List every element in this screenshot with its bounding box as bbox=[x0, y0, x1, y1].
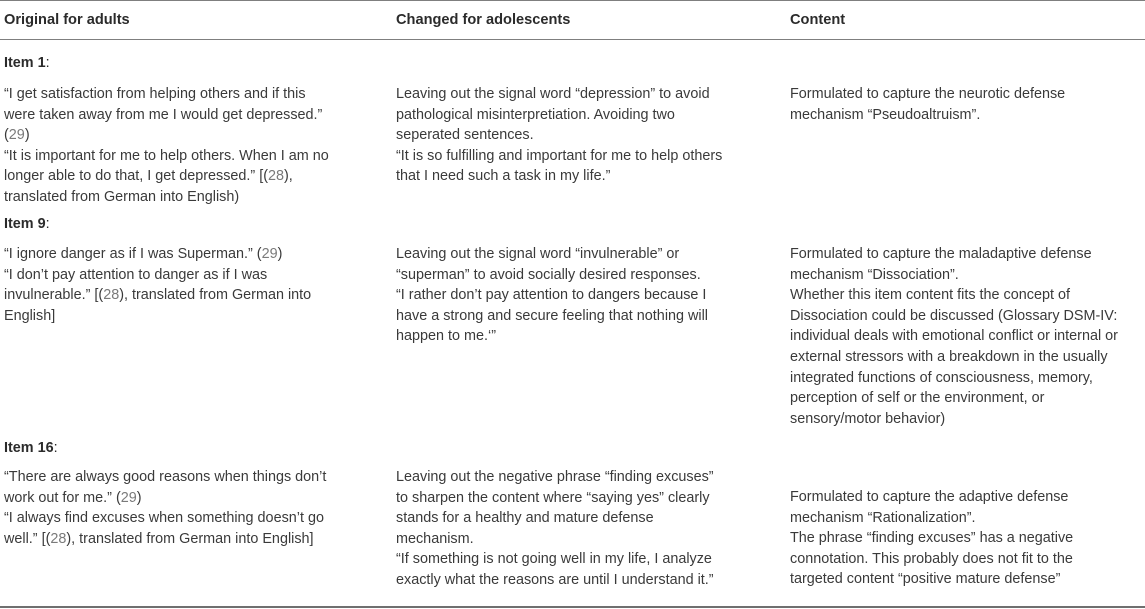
text-line: Leaving out the signal word “depression” to avoid bbox=[396, 86, 710, 102]
text-line: The phrase “finding excuses” has a negative bbox=[790, 530, 1074, 547]
text-segment: ) bbox=[136, 489, 142, 506]
citation-link[interactable]: 29 bbox=[261, 246, 278, 262]
header-changed: Changed for adolescents bbox=[396, 12, 571, 28]
text-segment: “I always find excuses when something doesn’t go bbox=[4, 510, 324, 527]
table-bottom-rule bbox=[0, 606, 1145, 608]
text-segment: longer able to do that, I get depressed.” [( bbox=[4, 168, 268, 185]
header-content: Content bbox=[790, 12, 846, 28]
text-segment: ) bbox=[24, 127, 30, 144]
text-line: connotation. This probably does not fit to the bbox=[790, 550, 1073, 567]
text-line: targeted content “positive mature defense” bbox=[790, 571, 1061, 588]
text-segment: ), translated from German into English] bbox=[66, 530, 314, 547]
text-segment: ) bbox=[277, 246, 283, 262]
text-line: pathological misinterpretiation. Avoiding two bbox=[396, 106, 675, 123]
text-line bbox=[4, 488, 364, 509]
text-line bbox=[4, 244, 364, 265]
text-segment: well.” [( bbox=[4, 530, 51, 547]
text-line: external stressors with a breakdown in the usually bbox=[790, 348, 1108, 365]
text-line: exactly what the reasons are until I understand it.” bbox=[396, 571, 714, 588]
text-line bbox=[4, 187, 364, 208]
item-label: Item 9: bbox=[4, 216, 50, 232]
text-line: Formulated to capture the adaptive defense bbox=[790, 489, 1069, 505]
text-line: Leaving out the negative phrase “finding excuses” bbox=[396, 469, 714, 485]
item-original bbox=[4, 84, 364, 208]
text-line bbox=[4, 105, 364, 126]
text-line: “I rather don’t pay attention to dangers because I bbox=[396, 287, 707, 304]
item-changed bbox=[396, 467, 756, 591]
text-line: “If something is not going well in my life, I analyze bbox=[396, 551, 712, 568]
text-segment: English] bbox=[4, 307, 56, 324]
text-line: perception of self or the environment, or bbox=[790, 390, 1045, 407]
item-content bbox=[790, 84, 1142, 125]
text-segment: invulnerable.” [( bbox=[4, 287, 104, 304]
header-original: Original for adults bbox=[4, 12, 130, 28]
text-segment: translated from German into English) bbox=[4, 188, 240, 205]
text-line bbox=[4, 146, 364, 167]
text-line: Leaving out the signal word “invulnerable” or bbox=[396, 246, 680, 262]
text-line bbox=[4, 166, 364, 187]
text-segment: “I don’t pay attention to danger as if I was bbox=[4, 266, 268, 283]
item-label: Item 16: bbox=[4, 440, 58, 456]
text-line: mechanism “Pseudoaltruism”. bbox=[790, 106, 981, 123]
text-line bbox=[4, 265, 364, 286]
text-line: sensory/motor behavior) bbox=[790, 410, 946, 427]
text-line: Whether this item content fits the concept of bbox=[790, 287, 1070, 304]
item-content bbox=[790, 244, 1142, 429]
text-line bbox=[4, 508, 364, 529]
text-segment: work out for me.” ( bbox=[4, 489, 121, 506]
text-segment: ), translated from German into bbox=[119, 287, 312, 304]
text-line: Dissociation could be discussed (Glossary DSM-IV: bbox=[790, 307, 1118, 324]
text-segment: “I ignore danger as if I was Superman.” ( bbox=[4, 246, 262, 262]
text-line: Formulated to capture the maladaptive defense bbox=[790, 246, 1092, 262]
item-label: Item 1: bbox=[4, 55, 50, 71]
table-top-rule bbox=[0, 0, 1145, 1]
text-segment: “I get satisfaction from helping others and if this bbox=[4, 86, 306, 102]
citation-link[interactable]: 28 bbox=[50, 530, 67, 547]
text-line: “superman” to avoid socially desired responses. bbox=[396, 266, 701, 283]
text-line: happen to me.‘” bbox=[396, 328, 496, 345]
text-line: seperated sentences. bbox=[396, 127, 534, 144]
citation-link[interactable]: 28 bbox=[268, 168, 285, 185]
text-segment: ), bbox=[284, 168, 293, 185]
text-line: stands for a healthy and mature defense bbox=[396, 510, 654, 527]
text-line: mechanism “Rationalization”. bbox=[790, 509, 976, 526]
item-changed bbox=[396, 244, 756, 347]
text-line: have a strong and secure feeling that nothing will bbox=[396, 307, 708, 324]
text-segment: ( bbox=[4, 127, 9, 144]
text-line bbox=[4, 467, 364, 488]
citation-link[interactable]: 28 bbox=[103, 287, 120, 304]
citation-link[interactable]: 29 bbox=[8, 127, 25, 144]
header-rule bbox=[0, 39, 1145, 40]
text-line: Formulated to capture the neurotic defense bbox=[790, 86, 1066, 102]
text-line bbox=[4, 84, 364, 105]
text-line: integrated functions of consciousness, memory, bbox=[790, 369, 1093, 386]
text-segment: were taken away from me I would get depressed.” bbox=[4, 106, 323, 123]
text-line bbox=[4, 125, 364, 146]
text-line: mechanism. bbox=[396, 530, 474, 547]
text-line bbox=[4, 285, 364, 306]
text-line bbox=[4, 529, 364, 550]
text-line: “It is so fulfilling and important for me to help others bbox=[396, 147, 723, 164]
text-line bbox=[4, 306, 364, 327]
text-line: individual deals with emotional conflict or internal or bbox=[790, 328, 1118, 345]
text-segment: “There are always good reasons when things don’t bbox=[4, 469, 327, 485]
citation-link[interactable]: 29 bbox=[120, 489, 137, 506]
text-line: that I need such a task in my life.” bbox=[396, 168, 611, 185]
item-original bbox=[4, 467, 364, 549]
item-content bbox=[790, 487, 1142, 590]
text-segment: “It is important for me to help others. When I am no bbox=[4, 147, 329, 164]
item-changed bbox=[396, 84, 756, 187]
text-line: mechanism “Dissociation”. bbox=[790, 266, 959, 283]
item-original bbox=[4, 244, 364, 326]
text-line: to sharpen the content where “saying yes” clearly bbox=[396, 489, 710, 506]
